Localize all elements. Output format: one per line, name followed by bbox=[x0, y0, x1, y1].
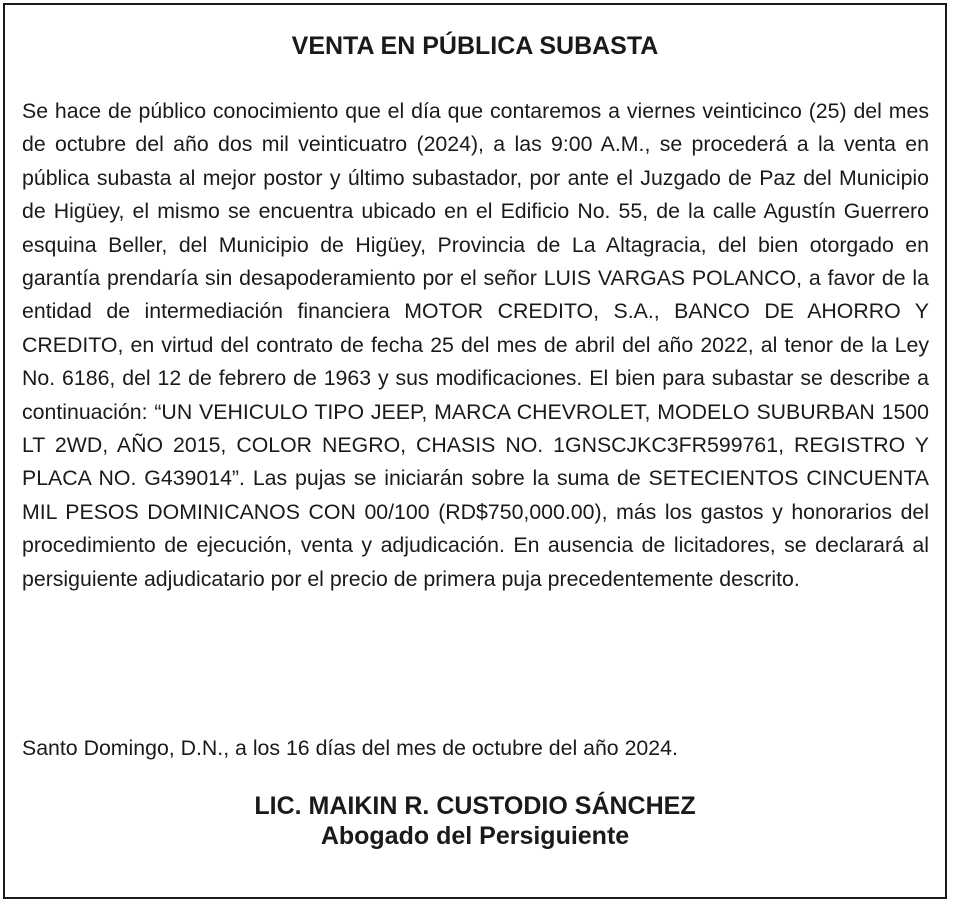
signature-role: Abogado del Persiguiente bbox=[320, 822, 630, 850]
notice-closing: Santo Domingo, D.N., a los 16 días del mes de octubre del año 2024. bbox=[22, 736, 678, 760]
signature-block bbox=[5, 791, 945, 851]
auction-notice bbox=[3, 3, 947, 899]
notice-title: VENTA EN PÚBLICA SUBASTA bbox=[291, 32, 659, 60]
notice-body: Se hace de público conocimiento que el día que contaremos a viernes veinticinco (25) del mes de octubre del año dos mil veinticuatro (2024), a las 9:00 A.M., se procederá a la venta en pública subasta al mejor postor y último subastador, por ante el Juzgado de Paz del Municipio de Higüey, el mismo se encuentra ubicado en el Edificio No. 55, de la calle Agustín Guerrero esquina Beller, del Municipio de Higüey, Provincia de La Altagracia, del bien otorgado en garantía prendaría sin desapoderamiento por el señor LUIS VARGAS POLANCO, a favor de la entidad de intermediación financiera MOTOR CREDITO, S.A., BANCO DE AHORRO Y CREDITO, en virtud del contrato de fecha 25 del mes de abril del año 2022, al tenor de la Ley No. 6186, del 12 de febrero de 1963 y sus modificaciones. El bien para subastar se describe a continuación: “UN VEHICULO TIPO JEEP, MARCA CHEVROLET, MODELO SUBURBAN 1500 LT 2WD, AÑO 2015, COLOR NEGRO, CHASIS NO. 1GNSCJKC3FR599761, REGISTRO Y PLACA NO. G439014”. Las pujas se iniciarán sobre la suma de SETECIENTOS CINCUENTA MIL PESOS DOMINICANOS CON 00/100 (RD$750,000.00), más los gastos y honorarios del procedimiento de ejecución, venta y adjudicación. En ausencia de licitadores, se declarará al persiguiente adjudicatario por el precio de primera puja precedentemente descrito. bbox=[22, 99, 929, 591]
signature-name: LIC. MAIKIN R. CUSTODIO SÁNCHEZ bbox=[254, 792, 696, 820]
